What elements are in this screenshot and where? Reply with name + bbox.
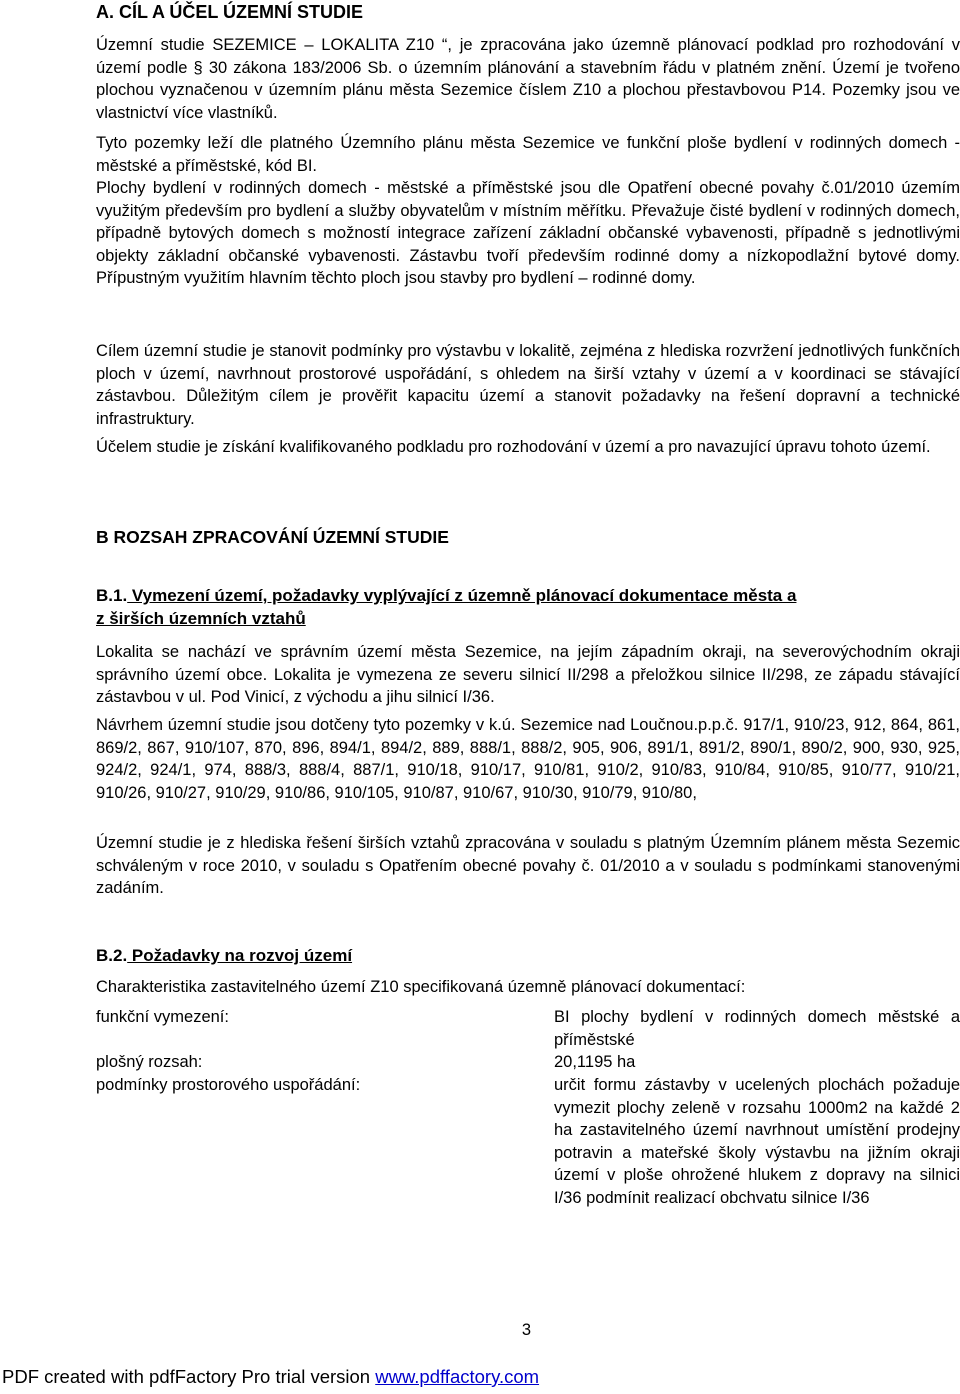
table-row-key: plošný rozsah: xyxy=(96,1053,203,1071)
section-a-paragraph-5: Účelem studie je získání kvalifikovaného podkladu pro rozhodování v území a pro navazující úpravu tohoto území. xyxy=(96,438,931,456)
b1-title-line-2: z širších územních vztahů xyxy=(96,609,306,628)
table-row-value: 20,1195 ha xyxy=(554,1053,636,1071)
section-a-heading: A. CÍL A ÚČEL ÚZEMNÍ STUDIE xyxy=(96,2,364,22)
b2-number: B.2. xyxy=(96,946,128,965)
section-a-paragraph-1: Územní studie SEZEMICE – LOKALITA Z10 “, je zpracována jako územně plánovací podklad pro rozhodování v území podle § 30 zákona 183/2006 Sb. o územním plánování a stavebním řádu v platném znění. Území je tvořeno plochou vyznačenou v územním plánu města Sezemice číslem Z10 a plochou přestavbovou P14. Pozemky jsou ve vlastnictví více vlastníků. xyxy=(96,36,960,122)
section-a-paragraph-2: Tyto pozemky leží dle platného Územního plánu města Sezemice ve funkční ploše bydlení v rodinných domech - městské a příměstské, kód BI. xyxy=(96,134,960,175)
b2-heading xyxy=(96,944,960,967)
b1-heading xyxy=(96,584,960,630)
table-row-value: určit formu zástavby v ucelených plochách požaduje vymezit plochy zeleně v rozsahu 1000m2 na každé 2 ha zastavitelného území navrhnout umístění prodejny potravin a mateřské školy výstavbu na jižním okraji území v ploše ohrožené hlukem z dopravy na silnici I/36 podmínit realizací obchvatu silnice I/36 xyxy=(554,1076,960,1207)
b1-number: B.1. xyxy=(96,586,128,605)
table-row-key: podmínky prostorového uspořádání: xyxy=(96,1076,361,1094)
page-number: 3 xyxy=(521,1321,532,1339)
b2-intro: Charakteristika zastavitelného území Z10 specifikovaná územně plánovací dokumentací: xyxy=(96,978,746,996)
b1-paragraph-1: Lokalita se nachází ve správním území města Sezemice, na jejím západním okraji, na severovýchodním okraji správního území obce. Lokalita je vymezena ze severu silnicí II/298 a přeložkou silnice II/298, ze západu stávající zástavbou v ul. Pod Vinicí, z východu a jihu silnicí I/36. xyxy=(96,643,960,707)
section-a-paragraph-4: Cílem územní studie je stanovit podmínky pro výstavbu v lokalitě, zejména z hlediska rozvržení jednotlivých funkčních ploch v území, navrhnout prostorové uspořádání, s ohledem na širší vztahy v území a v koordinaci se stávající zástavbou. Důležitým cílem je prověřit kapacitu území a stanovit požadavky na řešení dopravní a technické infrastruktury. xyxy=(96,342,960,428)
pdf-footer xyxy=(2,1366,539,1388)
section-b-heading: B ROZSAH ZPRACOVÁNÍ ÚZEMNÍ STUDIE xyxy=(96,527,449,547)
table-row-value: BI plochy bydlení v rodinných domech městské a příměstské xyxy=(554,1008,960,1049)
b1-paragraph-2: Návrhem územní studie jsou dotčeny tyto pozemky v k.ú. Sezemice nad Loučnou.p.p.č. 917/1, 910/23, 912, 864, 861, 869/2, 867, 910/107, 870, 896, 894/1, 894/2, 889, 888/1, 888/2, 905, 906, 891/1, 891/2, 890/1, 890/2, 900, 930, 925, 924/2, 924/1, 974, 888/3, 888/4, 887/1, 910/18, 910/17, 910/81, 910/2, 910/83, 910/84, 910/85, 910/77, 910/21, 910/26, 910/27, 910/29, 910/86, 910/105, 910/87, 910/67, 910/30, 910/79, 910/80, xyxy=(96,716,960,802)
b2-title: Požadavky na rozvoj území xyxy=(127,946,353,965)
section-a-paragraph-3: Plochy bydlení v rodinných domech - městské a příměstské jsou dle Opatření obecné povahy č.01/2010 územím využitým především pro bydlení a služby obyvatelům v místním měřítku. Převažuje čisté bydlení v rodinných domech, případně bytových domech s možností integrace zařízení základní občanské vybavenosti, případně s jednotlivými objekty základní občanské vybavenosti. Zástavbu tvoří především rodinné domy a nízkopodlažní bytové domy. Přípustným využitím hlavním těchto ploch jsou stavby pro bydlení – rodinné domy. xyxy=(96,179,960,288)
footer-link[interactable]: www.pdffactory.com xyxy=(375,1366,540,1387)
b1-title-line-1: Vymezení území, požadavky vyplývající z územně plánovací dokumentace města a xyxy=(127,586,797,605)
table-row-key: funkční vymezení: xyxy=(96,1008,229,1026)
b1-paragraph-3: Územní studie je z hlediska řešení širších vztahů zpracována v souladu s platným Územním plánem města Sezemic schváleným v roce 2010, v souladu s Opatřením obecné povahy č. 01/2010 a v souladu s podmínkami stanovenými zadáním. xyxy=(96,834,960,898)
footer-text: PDF created with pdfFactory Pro trial version xyxy=(2,1366,376,1387)
